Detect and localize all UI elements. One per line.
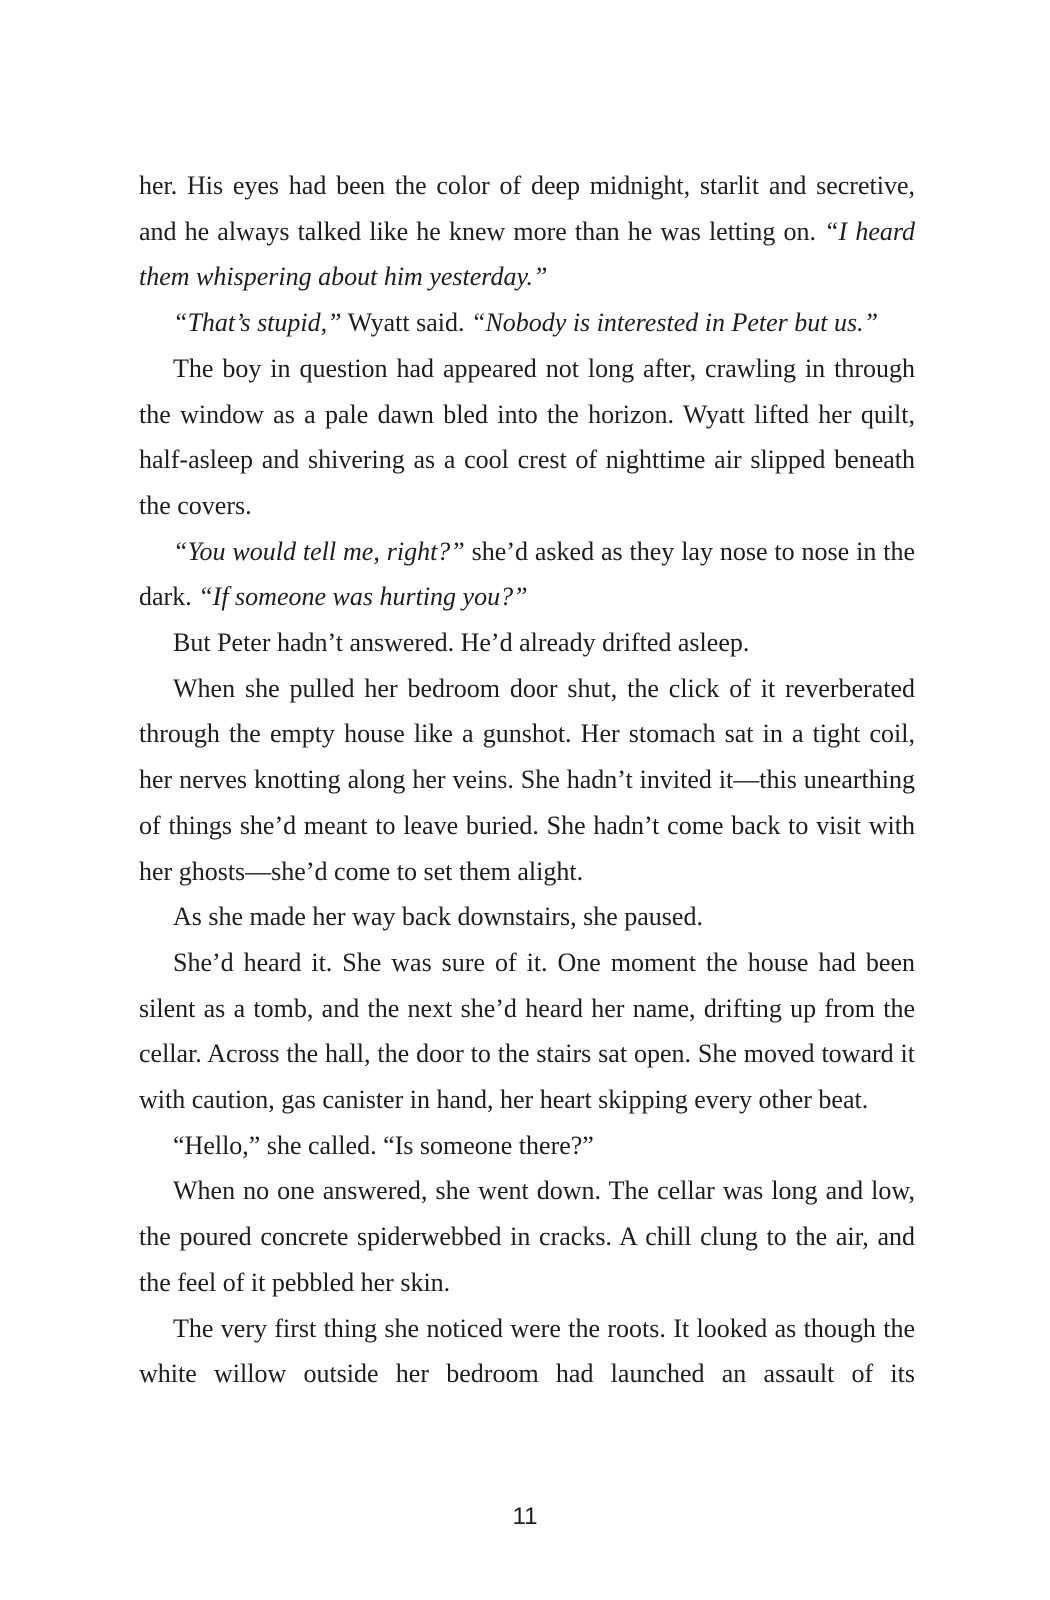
paragraph <box>139 1123 915 1169</box>
paragraph <box>139 620 915 666</box>
paragraph <box>139 940 915 1123</box>
text-run: The boy in question had appeared not long after, crawling in through the window as a pale dawn bled into the horizon. Wyatt lifted her quilt, half-asleep and shivering as a cool crest of nighttime air slipped beneath the covers. <box>139 353 915 520</box>
paragraph <box>139 300 915 346</box>
paragraph <box>139 1306 915 1397</box>
italic-text: “I heard them whispering about him yesterday.” <box>139 216 916 292</box>
text-run: Wyatt said. <box>341 308 471 338</box>
italic-text: “That’s stupid,” <box>173 308 342 338</box>
text-run: When she pulled her bedroom door shut, the click of it reverberated through the empty house like a gunshot. Her stomach sat in a tight coil, her nerves knotting along her veins. She hadn’t invited it—this unearthing of things she’d meant to leave buried. She hadn’t come back to visit with her ghosts—she’d come to set them alight. <box>139 673 915 886</box>
paragraph <box>139 529 915 620</box>
text-run: She’d heard it. She was sure of it. One moment the house had been silent as a tomb, and the next she’d heard her name, drifting up from the cellar. Across the hall, the door to the stairs sat open. She moved toward it with caution, gas canister in hand, her heart skipping every other beat. <box>139 947 915 1115</box>
text-run: As she made her way back downstairs, she paused. <box>173 902 703 932</box>
paragraph <box>139 1168 915 1305</box>
italic-text: “You would tell me, right?” <box>173 536 465 566</box>
body-text <box>139 163 915 1397</box>
page-number: 11 <box>512 1503 538 1530</box>
paragraph <box>139 163 915 300</box>
text-run: The very first thing she noticed were the roots. It looked as though the white willow outside her bedroom had launched an assault of its <box>139 1313 915 1389</box>
paragraph <box>139 894 915 940</box>
text-run: she’d asked as they lay nose to nose in the dark. <box>139 536 915 612</box>
text-run: When no one answered, she went down. The cellar was long and low, the poured concrete spiderwebbed in cracks. A chill clung to the air, and the feel of it pebbled her skin. <box>139 1176 915 1297</box>
text-run: “Hello,” she called. “Is someone there?” <box>173 1130 594 1160</box>
text-run: But Peter hadn’t answered. He’d already drifted asleep. <box>173 628 750 658</box>
italic-text: “If someone was hurting you?” <box>198 582 528 612</box>
text-run: her. His eyes had been the color of deep midnight, starlit and secretive, and he always talked like he knew more than he was letting on. <box>139 171 915 246</box>
paragraph <box>139 666 915 895</box>
italic-text: “Nobody is interested in Peter but us.” <box>470 308 879 338</box>
paragraph <box>139 346 915 529</box>
